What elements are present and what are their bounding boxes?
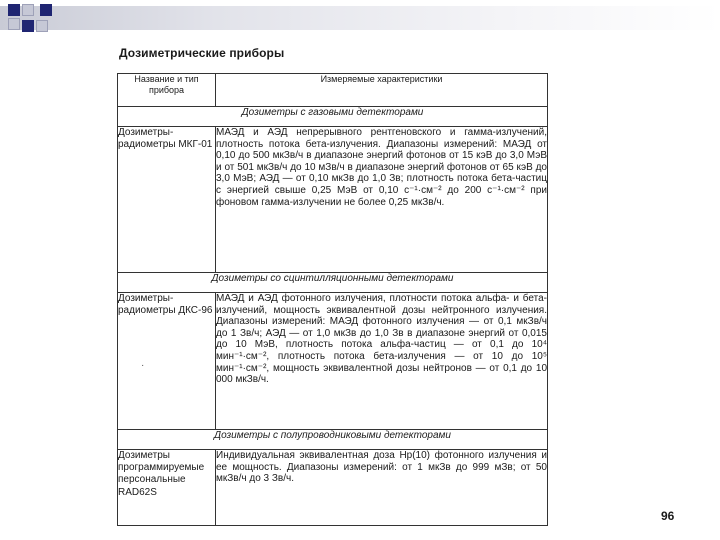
section-row	[118, 273, 548, 293]
table-row	[118, 293, 548, 430]
device-name: Дозиметры-радиометры МКГ-01	[118, 127, 216, 273]
device-description	[216, 127, 548, 273]
column-header-device: Название и тип прибора	[118, 74, 216, 107]
page-number: 96	[661, 509, 675, 523]
decor-square	[8, 18, 20, 30]
device-description	[216, 450, 548, 526]
section-row	[118, 107, 548, 127]
slide-header-decoration	[0, 0, 720, 40]
description-text: МАЭД и АЭД непрерывного рентгеновского и гамма-излучений, плотность потока бета-излучения. Диапазоны измерений: МАЭД от 0,10 до 500 мкЗв/ч в диапазоне энергий фотонов от 15 кэВ до 3,0 МэВ и от 501 мкЗв/ч до 10 мЗв/ч в диапазоне энергий фотонов от 65 кэВ до 3,0 МэВ; АЭД — от 0,10 мкЗв до 1,0 Зв; плотность потока бета-частиц с энергией свыше 0,25 МэВ от 0,10 с⁻¹·см⁻² до 200 с⁻¹·см⁻² при фоновом гамма-излучении не более 0,25 мкЗв/ч.	[216, 127, 547, 208]
page-title: Дозиметрические приборы	[119, 46, 285, 60]
header-gradient-band	[0, 6, 720, 30]
device-name: Дозиметры-радиометры ДКС-96	[118, 293, 216, 430]
device-name: Дозиметры программируемые персональные RAD62S	[118, 450, 216, 526]
section-title: Дозиметры с газовыми детекторами	[118, 107, 548, 127]
decor-square	[36, 20, 48, 32]
description-text: МАЭД и АЭД фотонного излучения, плотности потока альфа- и бета-излучений, мощность эквивалентной дозы нейтронного излучения. Диапазоны измерений: МАЭД фотонного излучения — от 0,1 мкЗв/ч до 1 Зв/ч; АЭД — от 1,0 мкЗв до 1,0 Зв в диапазоне энергий от 0,015 до 10 МэВ, плотность потока альфа-частиц — от 0,1 до 10⁴ мин⁻¹·см⁻², плотность потока бета-излучения — от 10 до 10⁵ мин⁻¹·см⁻², мощность эквивалентной дозы нейтронов — от 0,1 до 10 000 мкЗв/ч.	[216, 293, 547, 386]
device-description	[216, 293, 548, 430]
description-text: Индивидуальная эквивалентная доза Hp(10) фотонного излучения и ее мощность. Диапазоны измерений: от 1 мкЗв до 999 мЗв; от 50 мкЗв/ч до 3 Зв/ч.	[216, 450, 547, 485]
stray-mark: ·	[141, 360, 145, 371]
section-row	[118, 430, 548, 450]
decor-square	[40, 4, 52, 16]
table-row	[118, 127, 548, 273]
section-title: Дозиметры с полупроводниковыми детекторами	[118, 430, 548, 450]
dosimeter-table	[117, 73, 548, 526]
section-title: Дозиметры со сцинтилляционными детекторами	[118, 273, 548, 293]
table-header-row	[118, 74, 548, 107]
column-header-characteristics: Измеряемые характеристики	[216, 74, 548, 107]
decor-square	[8, 4, 20, 16]
decor-square	[22, 20, 34, 32]
decor-square	[22, 4, 34, 16]
table-row	[118, 450, 548, 526]
